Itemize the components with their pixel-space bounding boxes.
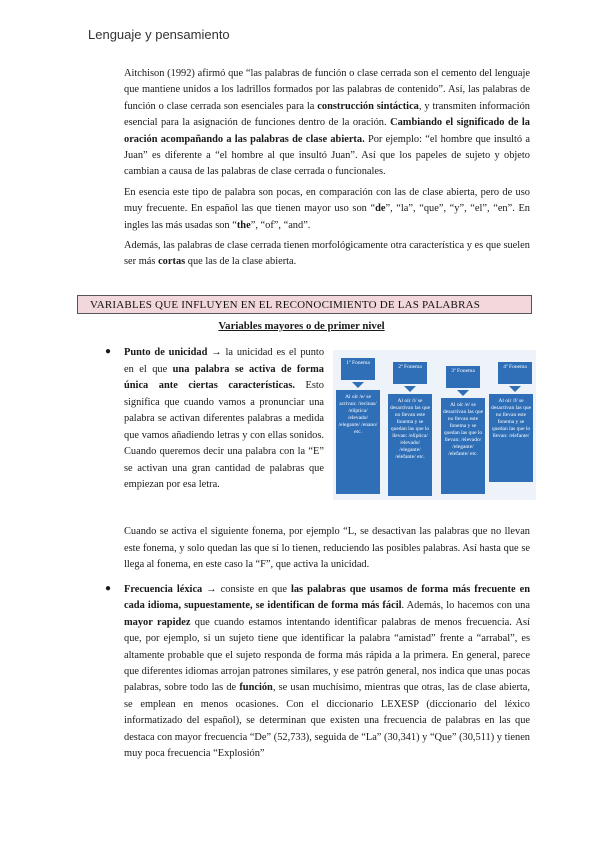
arrow-down-icon <box>457 390 469 396</box>
intro-text <box>124 66 530 275</box>
phoneme-diagram <box>333 350 536 500</box>
page-header: Lenguaje y pensamiento <box>88 27 230 42</box>
bullet-uniqueness-continued: Cuando se activa el siguiente fonema, por ejemplo “L, se desactivan las palabras que no llevan este fonema, y solo quedan las que sí lo tienen, reduciendo las posibles palabras. Así hasta que se llega al fonema, en este caso la “F”, que activa la unicidad. <box>124 526 530 570</box>
section-banner: VARIABLES QUE INFLUYEN EN EL RECONOCIMIENTO DE LAS PALABRAS <box>77 295 532 314</box>
arrow-down-icon <box>509 386 521 392</box>
phoneme-box: Al oír /l/ se desactivan las que no llevan este fonema y se quedan las que lo llevan: /elíptica/ /elevado/ /elegante/ /elefante/ etc. <box>388 394 432 496</box>
paragraph-length: Además, las palabras de clase cerrada tienen morfológicamente otra característica y es que suelen ser más cortas que las de la clase abierta. <box>124 240 530 268</box>
phoneme-label: 3º Fonema <box>446 366 480 388</box>
section-subheading: Variables mayores o de primer nivel <box>218 320 385 332</box>
bullet-lexical-frequency: Frecuencia léxica → consiste en que las palabras que usamos de forma más frecuente en cada idioma, supuestamente, se identifican de forma más fácil. Además, lo hacemos con una mayor rapidez que cuando estamos intentando identificar palabras de menos frecuencia. Así que, por ejemplo, si un sujeto tiene que identificar la palabra “amistad” frente a “arrabal”, es altamente probable que el sujeto responda de forma más rápida a la primera. En general, parece que diferentes idiomas arrojan patrones similares, y ese patrón general, nos indica que unas pocas palabras, sobre todo las de función, se usan muchísimo, mientras que otras, las de clase abierta, se emplean en menos ocasiones. Con el diccionario LEXESP (diccionario del léxico informatizado del español), se determinan que existen una frecuencia de palabras en las que destaca con mayor frecuencia “De” (52,733), seguida de “La” (30,341) y “Que” (30,511) y tienen muy poca frecuencia “Explosión” <box>124 584 530 760</box>
bullet-icon: ● <box>105 583 112 594</box>
phoneme-label: 2º Fonema <box>393 362 427 384</box>
paragraph-frequency: En esencia este tipo de palabra son pocas, en comparación con las de clase abierta, pero de uso muy frecuente. En español las que tienen mayor uso son “de”, “la”, “que”, “y”, “el”, “en”. En ingles las más usadas son “the”, “of”, “and”. <box>124 186 530 231</box>
phoneme-box: Al oír /e/ se desactivan las que no llevan este fonema y se quedan las que lo llevan: /elevado/ /elegante/ /elefante/ etc. <box>441 398 485 494</box>
phoneme-box: Al oír /e/ se activan: /recinas/ /elíptica/ /elevado/ /elegante/ /enano/ etc. <box>336 390 380 494</box>
phoneme-label: 4º Fonema <box>498 362 532 384</box>
phoneme-label: 1º Fonema <box>341 358 375 380</box>
bullet-uniqueness: Punto de unicidad → la unicidad es el punto en el que una palabra se activa de forma única ante ciertas características. Esto significa que cuando vamos a pronunciar una palabra se activan diferentes palabras a medida que vamos añadiendo letras y con ellas sonidos. Cuando queremos decir una palabra con la “E” se activan una gran cantidad de palabras que empiezan por esa letra. <box>124 347 325 490</box>
paragraph-function-words: Aitchison (1992) afirmó que “las palabras de función o clase cerrada son el cemento del lenguaje que mantiene unidos a los ladrillos formados por las palabras de contenido”. Así, las palabras de función o clase cerrada son esenciales para la construcción sintáctica, y transmiten información esencial para la asignación de funciones dentro de la oración. Cambiando el significado de la oración acompañando a las palabras de clase abierta. Por ejemplo: “el hombre que insultó a Juan” es diferente a “el hombre al que insultó Juan”. Así que los papeles de sujeto y objeto cambian a causa de las palabras de clase cerrada o funcionales. <box>124 68 530 178</box>
arrow-down-icon <box>352 382 364 388</box>
phoneme-box: Al oír /f/ se desactivan las que no llevan este fonema y se quedan las que lo llevan: /elefante/ <box>489 394 533 482</box>
arrow-down-icon <box>404 386 416 392</box>
bullet-icon: ● <box>105 346 112 357</box>
